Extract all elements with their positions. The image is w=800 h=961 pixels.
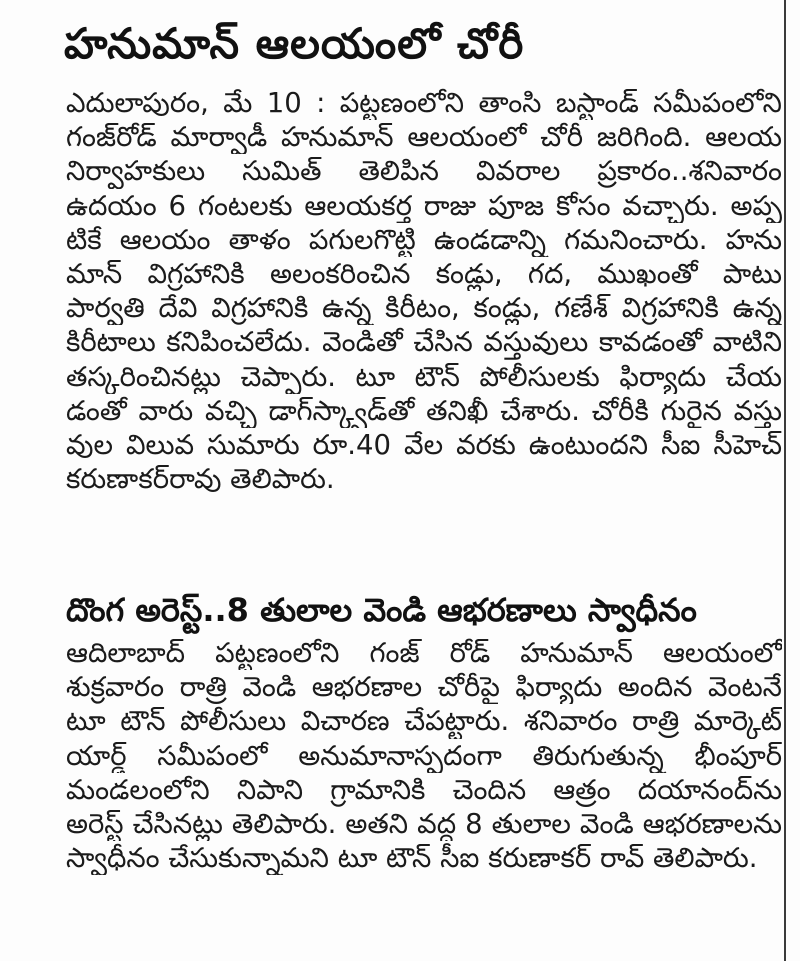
- article-line: ఎదులాపురం, మే 10 : పట్టణంలోని తాంసి బస్టాండ్ సమీపంలోని: [66, 87, 782, 119]
- article-body-arrest: [66, 636, 782, 875]
- article-line: వుల విలువ సుమారు రూ.40 వేల వరకు ఉంటుందని సీఐ సీహెచ్: [66, 429, 782, 462]
- headline: హనుమాన్ ఆలయంలో చోరీ: [64, 19, 525, 68]
- article-line: అరెస్ట్ చేసినట్లు తెలిపారు. అతని వద్ద 8 తులాల వెండి ఆభరణాలను: [66, 808, 782, 841]
- article-line: తస్కరించినట్లు చెప్పారు. టూ టౌన్ పోలీసులకు ఫిర్యాదు చేయ: [66, 360, 782, 393]
- article-line: స్వాధీనం చేసుకున్నామని టూ టౌన్ సీఐ కరుణాకర్ రావ్ తెలిపారు.: [66, 842, 758, 875]
- article-line: ఉదయం 6 గంటలకు ఆలయకర్త రాజు పూజ కోసం వచ్చారు. అప్ప: [66, 189, 782, 222]
- article-line: టికే ఆలయం తాళం పగులగొట్టి ఉండడాన్ని గమనించారు. హను: [66, 223, 782, 256]
- article-line: పార్వతి దేవి విగ్రహానికి ఉన్న కిరీటం, కండ్లు, గణేశ్ విగ్రహానికి ఉన్న: [66, 292, 782, 325]
- subheadline: దొంగ అరెస్ట్..8 తులాల వెండి ఆభరణాలు స్వాధీనం: [66, 591, 697, 629]
- article-line: కిరీటాలు కనిపించలేదు. వెండితో చేసిన వస్తువులు కావడంతో వాటిని: [66, 326, 782, 359]
- article-line: టూ టౌన్ పోలీసులు విచారణ చేపట్టారు. శనివారం రాత్రి మార్కెట్: [66, 705, 782, 738]
- article-line: మాన్ విగ్రహానికి అలంకరించిన కండ్లు, గద, ముఖంతో పాటు: [66, 258, 782, 291]
- article-line: నిర్వాహకులు సుమిత్ తెలిపిన వివరాల ప్రకారం..శనివారం: [66, 155, 782, 188]
- article-body-theft: [66, 86, 782, 496]
- article-line: శుక్రవారం రాత్రి వెండి ఆభరణాల చోరీపై ఫిర్యాదు అందిన వెంటనే: [66, 671, 782, 704]
- article-line: యార్డ్ సమీపంలో అనుమానాస్పదంగా తిరుగుతున్న భీంపూర్: [66, 739, 782, 772]
- article-line: గంజ్‌రోడ్ మార్వాడీ హనుమాన్ ఆలయంలో చోరీ జరిగింది. ఆలయ: [66, 121, 782, 154]
- article-line: కరుణాకర్‌రావు తెలిపారు.: [66, 463, 335, 496]
- article-line: డంతో వారు వచ్చి డాగ్‌స్క్వాడ్‌తో తనిఖీ చేశారు. చోరీకి గురైన వస్తు: [66, 394, 782, 427]
- article-line: ఆదిలాబాద్ పట్టణంలోని గంజ్ రోడ్ హనుమాన్ ఆలయంలో: [66, 637, 782, 669]
- article-line: మండలంలోని నిపాని గ్రామానికి చెందిన ఆత్రం దయానంద్‌ను: [66, 773, 782, 806]
- column-rule: [784, 0, 786, 961]
